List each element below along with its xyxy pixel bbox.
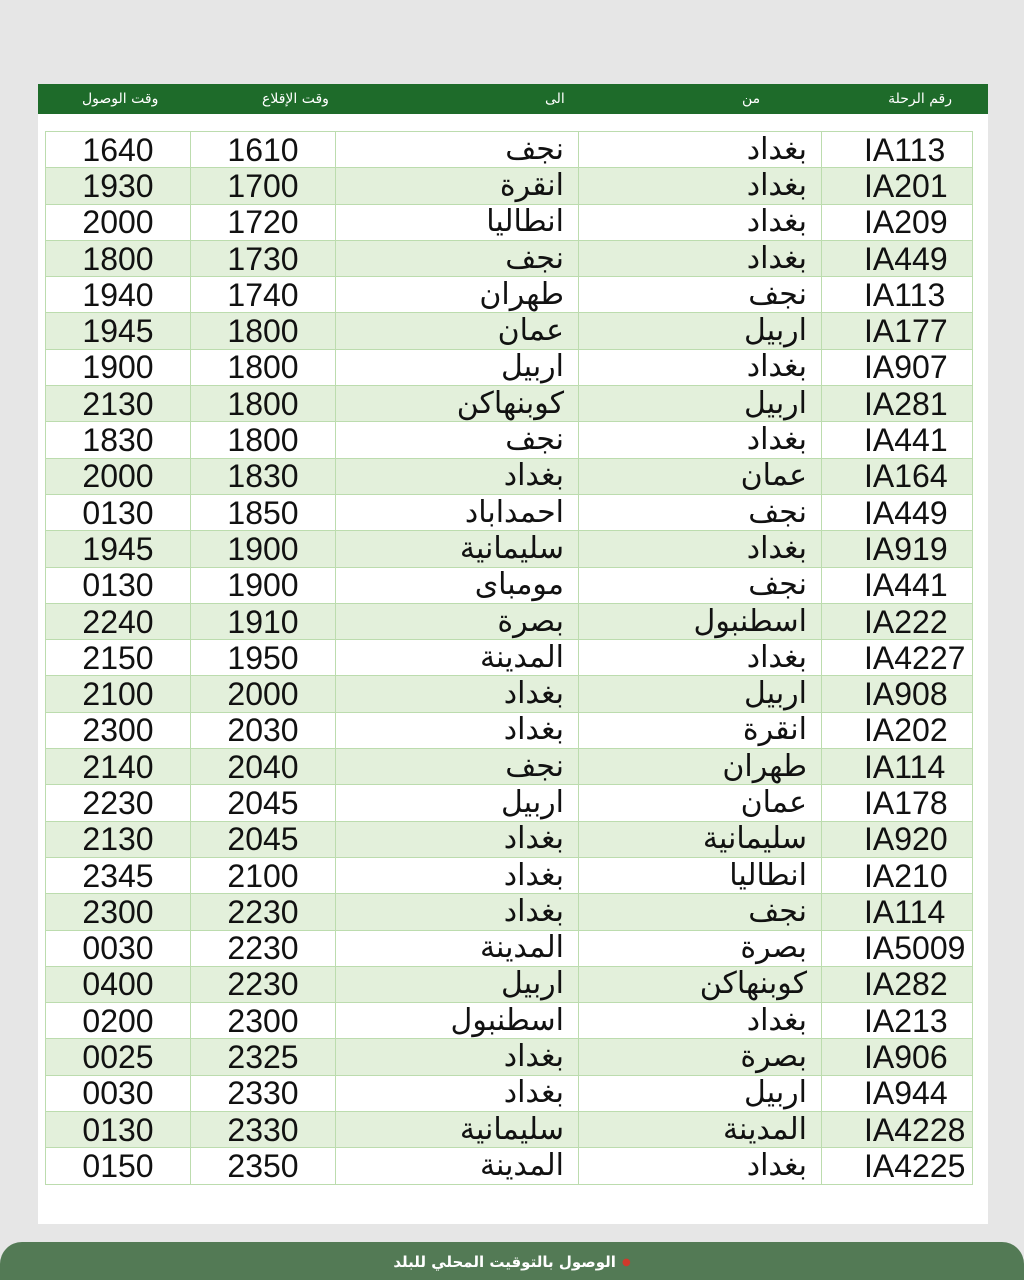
table-row <box>46 676 973 712</box>
origin-cell: بغداد <box>579 1148 822 1184</box>
origin-cell: سليمانية <box>579 821 822 857</box>
header-departure-time: وقت الإقلاع <box>262 91 329 107</box>
origin-cell: اسطنبول <box>579 603 822 639</box>
table-row <box>46 458 973 494</box>
arrival-time-cell: 1930 <box>46 168 191 204</box>
flight-number-cell: IA4228 <box>822 1112 973 1148</box>
flight-table <box>45 131 973 1185</box>
arrival-time-cell: 0030 <box>46 1075 191 1111</box>
flight-number-cell: IA213 <box>822 1003 973 1039</box>
origin-cell: نجف <box>579 277 822 313</box>
table-row <box>46 712 973 748</box>
origin-cell: اربيل <box>579 386 822 422</box>
origin-cell: انقرة <box>579 712 822 748</box>
header-arrival-time: وقت الوصول <box>82 91 159 107</box>
departure-time-cell: 1950 <box>191 640 336 676</box>
arrival-time-cell: 0030 <box>46 930 191 966</box>
table-row <box>46 857 973 893</box>
arrival-time-cell: 1945 <box>46 531 191 567</box>
flight-number-cell: IA210 <box>822 857 973 893</box>
origin-cell: بغداد <box>579 349 822 385</box>
departure-time-cell: 1700 <box>191 168 336 204</box>
flight-number-cell: IA114 <box>822 894 973 930</box>
flight-number-cell: IA281 <box>822 386 973 422</box>
arrival-time-cell: 1900 <box>46 349 191 385</box>
origin-cell: عمان <box>579 458 822 494</box>
table-row <box>46 603 973 639</box>
arrival-time-cell: 0150 <box>46 1148 191 1184</box>
arrival-time-cell: 0200 <box>46 1003 191 1039</box>
destination-cell: المدينة <box>336 1148 579 1184</box>
flight-number-cell: IA908 <box>822 676 973 712</box>
arrival-time-cell: 2240 <box>46 603 191 639</box>
destination-cell: بغداد <box>336 676 579 712</box>
table-row <box>46 1112 973 1148</box>
flight-number-cell: IA222 <box>822 603 973 639</box>
origin-cell: بصرة <box>579 930 822 966</box>
origin-cell: انطاليا <box>579 857 822 893</box>
origin-cell: نجف <box>579 894 822 930</box>
arrival-time-cell: 2130 <box>46 821 191 857</box>
destination-cell: بغداد <box>336 1039 579 1075</box>
arrival-time-cell: 1940 <box>46 277 191 313</box>
table-row <box>46 386 973 422</box>
origin-cell: عمان <box>579 785 822 821</box>
origin-cell: المدينة <box>579 1112 822 1148</box>
departure-time-cell: 2040 <box>191 749 336 785</box>
arrival-time-cell: 1945 <box>46 313 191 349</box>
arrival-time-cell: 0130 <box>46 494 191 530</box>
departure-time-cell: 1800 <box>191 313 336 349</box>
departure-time-cell: 2230 <box>191 894 336 930</box>
table-row <box>46 1003 973 1039</box>
table-row <box>46 531 973 567</box>
departure-time-cell: 2000 <box>191 676 336 712</box>
origin-cell: بغداد <box>579 1003 822 1039</box>
flight-number-cell: IA919 <box>822 531 973 567</box>
destination-cell: اسطنبول <box>336 1003 579 1039</box>
origin-cell: بغداد <box>579 531 822 567</box>
flight-number-cell: IA282 <box>822 966 973 1002</box>
destination-cell: عمان <box>336 313 579 349</box>
table-row <box>46 640 973 676</box>
flight-number-cell: IA4227 <box>822 640 973 676</box>
destination-cell: سليمانية <box>336 531 579 567</box>
departure-time-cell: 1900 <box>191 567 336 603</box>
table-row <box>46 132 973 168</box>
departure-time-cell: 1800 <box>191 386 336 422</box>
flight-number-cell: IA113 <box>822 277 973 313</box>
departure-time-cell: 1610 <box>191 132 336 168</box>
origin-cell: بغداد <box>579 640 822 676</box>
arrival-time-cell: 2345 <box>46 857 191 893</box>
header-from: من <box>742 91 761 107</box>
flight-table-body <box>46 132 973 1185</box>
flight-number-cell: IA449 <box>822 494 973 530</box>
departure-time-cell: 1910 <box>191 603 336 639</box>
table-row <box>46 313 973 349</box>
flight-number-cell: IA441 <box>822 567 973 603</box>
arrival-time-cell: 0130 <box>46 567 191 603</box>
destination-cell: بغداد <box>336 821 579 857</box>
departure-time-cell: 2350 <box>191 1148 336 1184</box>
departure-time-cell: 1800 <box>191 349 336 385</box>
origin-cell: طهران <box>579 749 822 785</box>
footer-bar <box>0 1242 1024 1280</box>
origin-cell: نجف <box>579 567 822 603</box>
table-row <box>46 567 973 603</box>
table-row <box>46 1039 973 1075</box>
departure-time-cell: 1730 <box>191 240 336 276</box>
flight-number-cell: IA5009 <box>822 930 973 966</box>
origin-cell: بغداد <box>579 204 822 240</box>
arrival-time-cell: 2140 <box>46 749 191 785</box>
arrival-time-cell: 2100 <box>46 676 191 712</box>
flight-number-cell: IA202 <box>822 712 973 748</box>
arrival-time-cell: 1830 <box>46 422 191 458</box>
table-row <box>46 204 973 240</box>
destination-cell: نجف <box>336 132 579 168</box>
flight-number-cell: IA164 <box>822 458 973 494</box>
departure-time-cell: 2230 <box>191 966 336 1002</box>
origin-cell: اربيل <box>579 676 822 712</box>
departure-time-cell: 2330 <box>191 1075 336 1111</box>
footer-note <box>393 1253 630 1271</box>
departure-time-cell: 2045 <box>191 785 336 821</box>
destination-cell: مومباى <box>336 567 579 603</box>
departure-time-cell: 1830 <box>191 458 336 494</box>
table-row <box>46 494 973 530</box>
flight-number-cell: IA449 <box>822 240 973 276</box>
arrival-time-cell: 0130 <box>46 1112 191 1148</box>
departure-time-cell: 2100 <box>191 857 336 893</box>
departure-time-cell: 1740 <box>191 277 336 313</box>
table-row <box>46 785 973 821</box>
destination-cell: اربيل <box>336 785 579 821</box>
arrival-time-cell: 2300 <box>46 894 191 930</box>
origin-cell: بصرة <box>579 1039 822 1075</box>
header-to: الى <box>545 91 565 107</box>
destination-cell: المدينة <box>336 930 579 966</box>
table-header <box>38 84 988 114</box>
table-row <box>46 821 973 857</box>
table-row <box>46 1148 973 1184</box>
arrival-time-cell: 2230 <box>46 785 191 821</box>
origin-cell: بغداد <box>579 168 822 204</box>
flight-number-cell: IA920 <box>822 821 973 857</box>
origin-cell: بغداد <box>579 240 822 276</box>
departure-time-cell: 2045 <box>191 821 336 857</box>
table-row <box>46 1075 973 1111</box>
flight-number-cell: IA209 <box>822 204 973 240</box>
destination-cell: بغداد <box>336 712 579 748</box>
destination-cell: بصرة <box>336 603 579 639</box>
destination-cell: اربيل <box>336 966 579 1002</box>
origin-cell: كوبنهاكن <box>579 966 822 1002</box>
destination-cell: طهران <box>336 277 579 313</box>
destination-cell: نجف <box>336 749 579 785</box>
arrival-time-cell: 1640 <box>46 132 191 168</box>
table-row <box>46 966 973 1002</box>
table-row <box>46 277 973 313</box>
destination-cell: نجف <box>336 240 579 276</box>
departure-time-cell: 2325 <box>191 1039 336 1075</box>
flight-number-cell: IA114 <box>822 749 973 785</box>
flight-number-cell: IA944 <box>822 1075 973 1111</box>
departure-time-cell: 1720 <box>191 204 336 240</box>
arrival-time-cell: 0025 <box>46 1039 191 1075</box>
destination-cell: انقرة <box>336 168 579 204</box>
destination-cell: اربيل <box>336 349 579 385</box>
departure-time-cell: 1850 <box>191 494 336 530</box>
flight-number-cell: IA907 <box>822 349 973 385</box>
departure-time-cell: 2230 <box>191 930 336 966</box>
arrival-time-cell: 1800 <box>46 240 191 276</box>
destination-cell: بغداد <box>336 857 579 893</box>
destination-cell: سليمانية <box>336 1112 579 1148</box>
destination-cell: بغداد <box>336 1075 579 1111</box>
flight-number-cell: IA177 <box>822 313 973 349</box>
destination-cell: بغداد <box>336 458 579 494</box>
table-row <box>46 240 973 276</box>
arrival-time-cell: 0400 <box>46 966 191 1002</box>
table-row <box>46 930 973 966</box>
bullet-icon: ● <box>621 1257 631 1268</box>
arrival-time-cell: 2130 <box>46 386 191 422</box>
departure-time-cell: 1800 <box>191 422 336 458</box>
flight-table-container <box>45 131 973 1185</box>
arrival-time-cell: 2150 <box>46 640 191 676</box>
destination-cell: كوبنهاكن <box>336 386 579 422</box>
arrival-time-cell: 2000 <box>46 204 191 240</box>
table-row <box>46 349 973 385</box>
destination-cell: انطاليا <box>336 204 579 240</box>
table-row <box>46 894 973 930</box>
departure-time-cell: 2330 <box>191 1112 336 1148</box>
origin-cell: بغداد <box>579 422 822 458</box>
destination-cell: بغداد <box>336 894 579 930</box>
departure-time-cell: 2030 <box>191 712 336 748</box>
table-row <box>46 168 973 204</box>
origin-cell: بغداد <box>579 132 822 168</box>
footer-note-text: الوصول بالتوقيت المحلي للبلد <box>393 1253 616 1271</box>
flight-number-cell: IA906 <box>822 1039 973 1075</box>
table-row <box>46 422 973 458</box>
destination-cell: المدينة <box>336 640 579 676</box>
origin-cell: اربيل <box>579 1075 822 1111</box>
flight-number-cell: IA178 <box>822 785 973 821</box>
arrival-time-cell: 2000 <box>46 458 191 494</box>
origin-cell: اربيل <box>579 313 822 349</box>
flight-number-cell: IA201 <box>822 168 973 204</box>
departure-time-cell: 1900 <box>191 531 336 567</box>
flight-number-cell: IA441 <box>822 422 973 458</box>
origin-cell: نجف <box>579 494 822 530</box>
flight-number-cell: IA4225 <box>822 1148 973 1184</box>
destination-cell: نجف <box>336 422 579 458</box>
departure-time-cell: 2300 <box>191 1003 336 1039</box>
header-flight-number: رقم الرحلة <box>888 91 952 107</box>
destination-cell: احمداباد <box>336 494 579 530</box>
table-row <box>46 749 973 785</box>
flight-number-cell: IA113 <box>822 132 973 168</box>
arrival-time-cell: 2300 <box>46 712 191 748</box>
